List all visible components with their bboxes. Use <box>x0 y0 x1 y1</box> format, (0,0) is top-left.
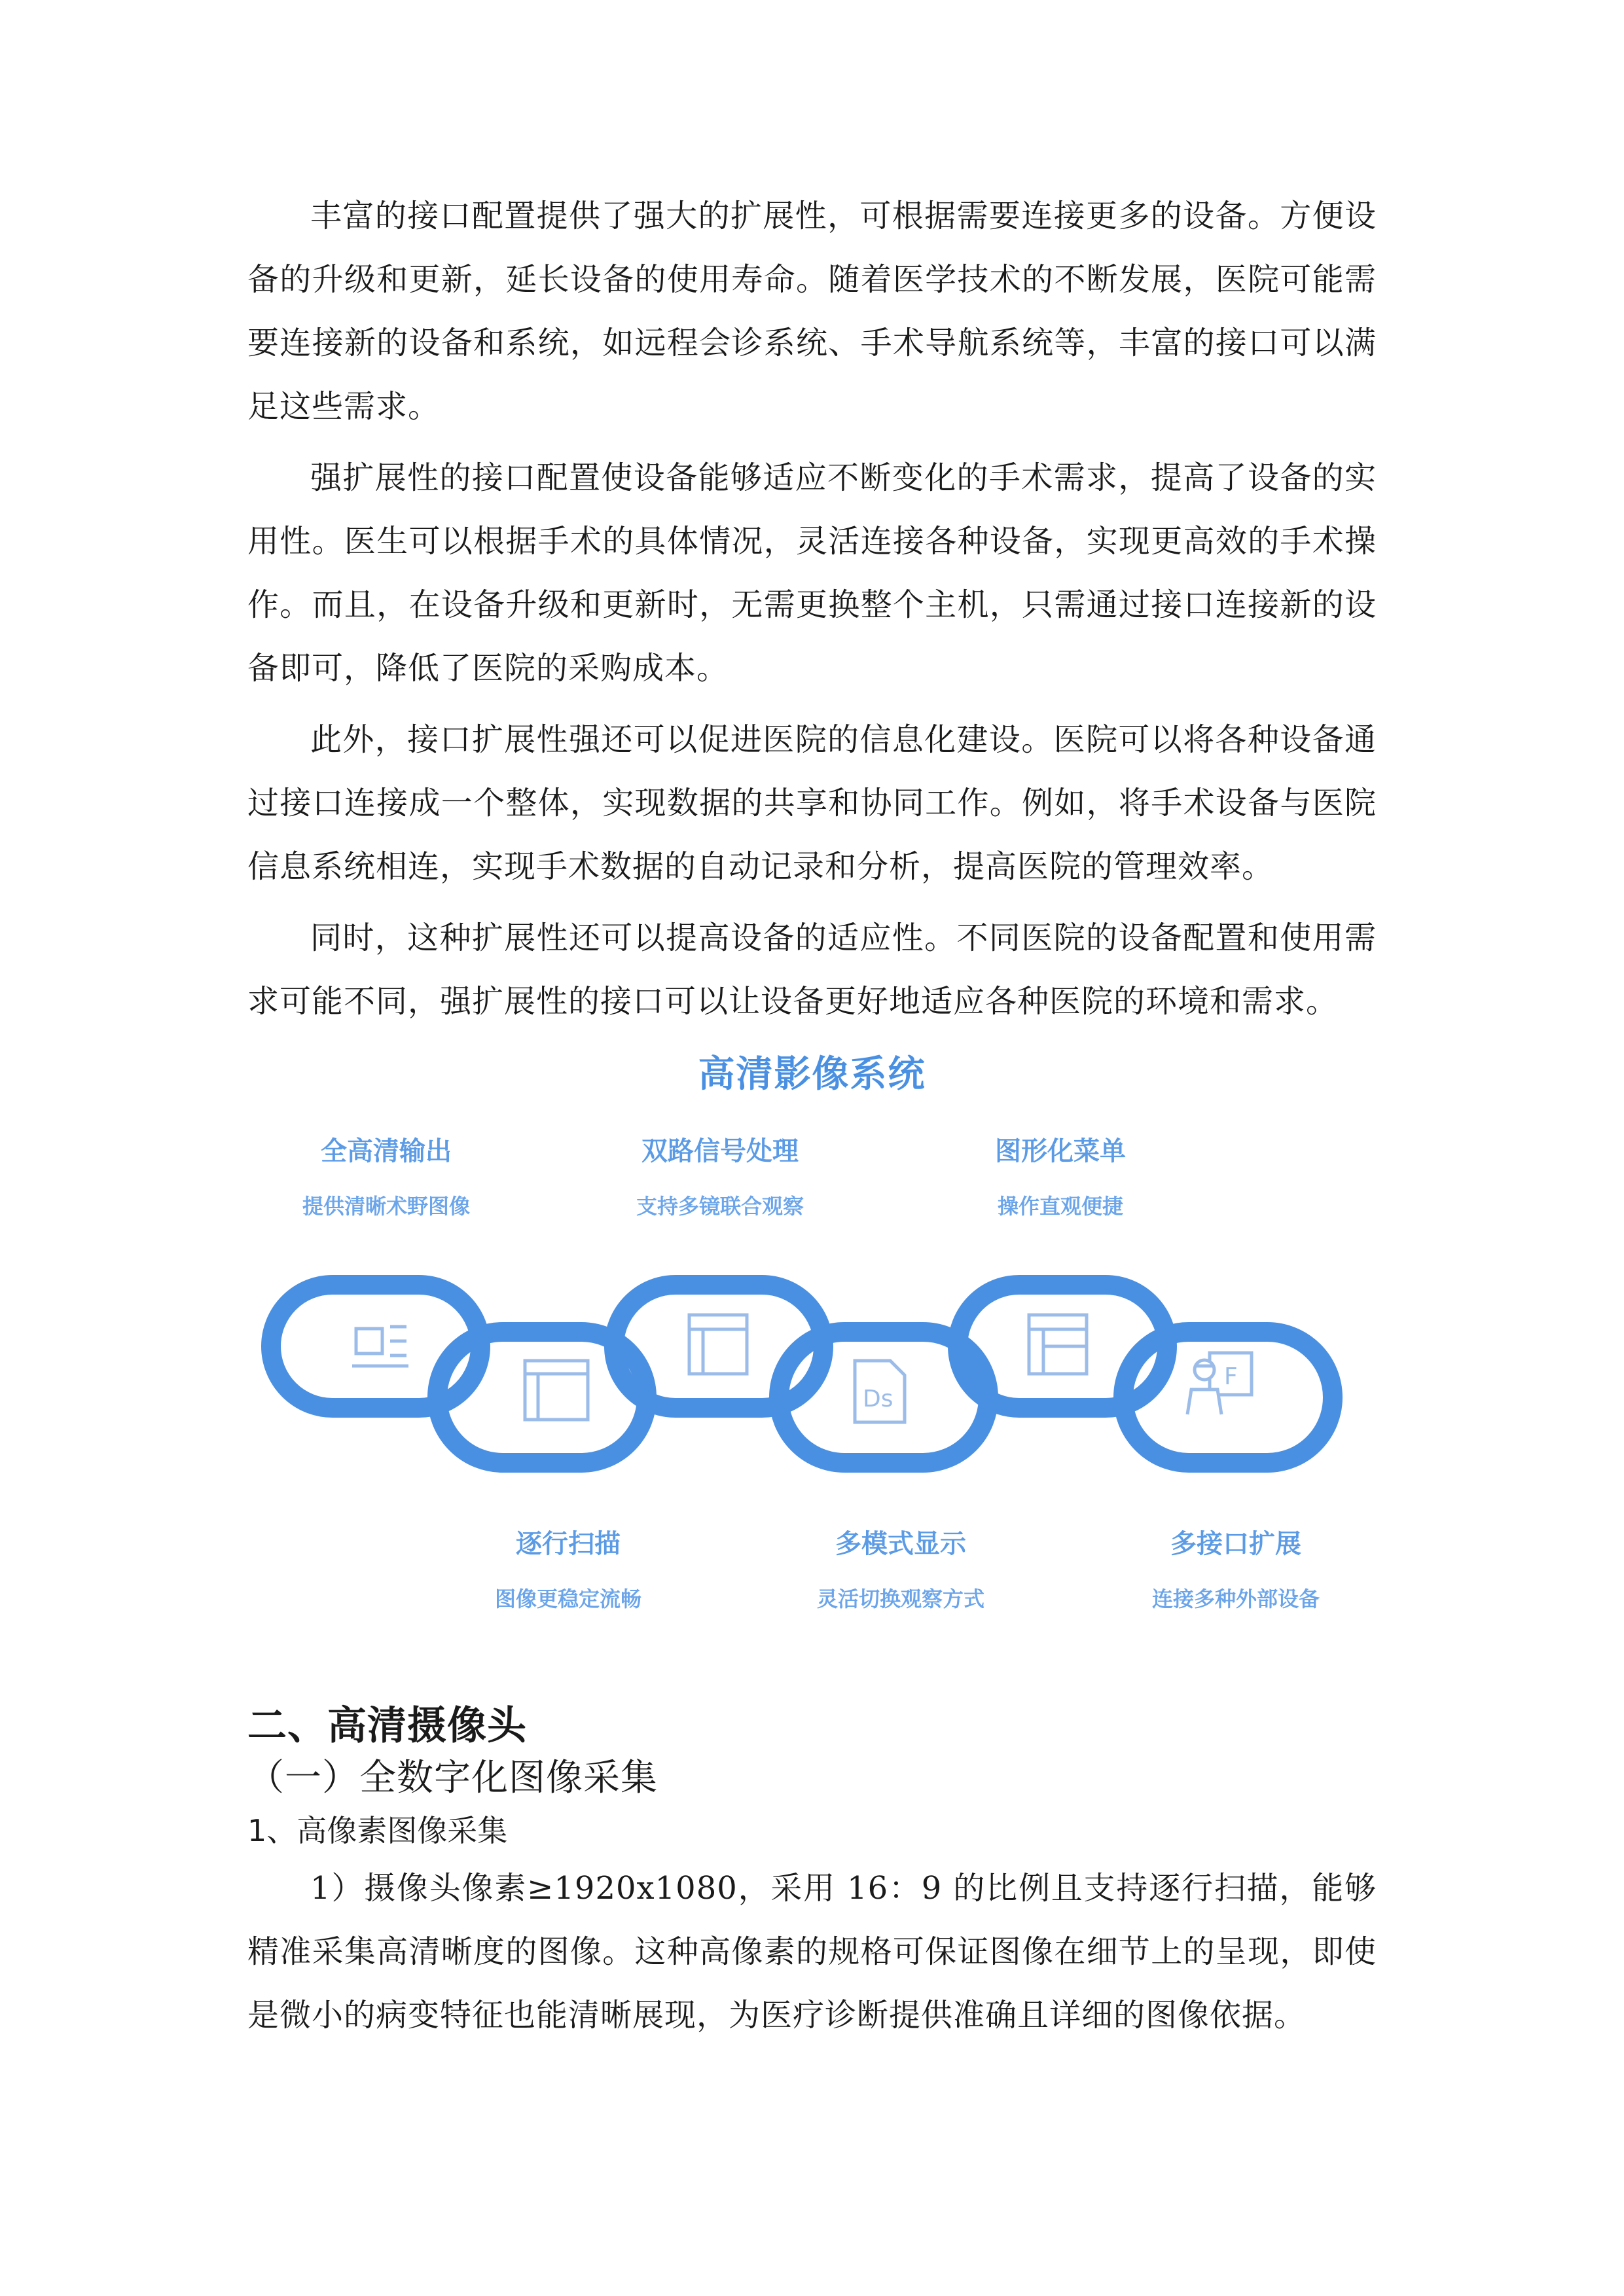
feature-desc: 连接多种外部设备 <box>1151 1587 1320 1611</box>
svg-text:F: F <box>1224 1363 1238 1390</box>
subsection-heading: （一）全数字化图像采集 <box>247 1757 658 1799</box>
feature-graphic-menu <box>903 1130 1218 1220</box>
ds-file-icon <box>855 1361 905 1422</box>
paragraph-4: 同时，这种扩展性还可以提高设备的适应性。不同医院的设备配置和使用需求可能不同，强扩展性的接口可以让设备更好地适应各种医院的环境和需求。 <box>247 920 1377 1020</box>
grid-icon <box>1029 1315 1087 1374</box>
layout-icon <box>689 1315 747 1374</box>
document-body <box>247 185 1377 2055</box>
section-heading: 二、高清摄像头 <box>247 1703 527 1749</box>
feature-multi-interface <box>1079 1523 1393 1613</box>
window-icon <box>525 1361 588 1420</box>
feature-desc: 操作直观便捷 <box>997 1194 1123 1219</box>
feature-dual-signal <box>563 1130 877 1220</box>
monitor-icon <box>352 1327 408 1366</box>
feature-desc: 灵活切换观察方式 <box>816 1587 984 1611</box>
list-item-heading: 1、高像素图像采集 <box>247 1813 508 1848</box>
feature-multi-mode <box>744 1523 1058 1613</box>
feature-desc: 提供清晰术野图像 <box>302 1194 470 1219</box>
feature-title: 全高清输出 <box>321 1136 452 1166</box>
chain-graphic <box>247 1261 1377 1523</box>
doctor-icon <box>1187 1353 1252 1414</box>
chain-links <box>271 1285 1333 1463</box>
feature-progressive-scan <box>411 1523 725 1613</box>
diagram-title: 高清影像系统 <box>698 1053 926 1096</box>
feature-title: 双路信号处理 <box>641 1136 799 1166</box>
paragraph-3: 此外，接口扩展性强还可以促进医院的信息化建设。医院可以将各种设备通过接口连接成一个整体，实现数据的共享和协同工作。例如，将手术设备与医院信息系统相连，实现手术数据的自动记录和分析，提高医院的管理效率。 <box>247 721 1377 885</box>
paragraph-1: 丰富的接口配置提供了强大的扩展性，可根据需要连接更多的设备。方便设备的升级和更新，延长设备的使用寿命。随着医学技术的不断发展，医院可能需要连接新的设备和系统，如远程会诊系统、手术导航系统等，丰富的接口可以满足这些需求。 <box>247 198 1377 425</box>
feature-title: 图形化菜单 <box>995 1136 1126 1166</box>
feature-desc: 支持多镜联合观察 <box>636 1194 804 1219</box>
feature-full-hd <box>229 1130 543 1220</box>
svg-text:Ds: Ds <box>863 1386 893 1412</box>
feature-desc: 图像更稳定流畅 <box>494 1587 641 1611</box>
hd-imaging-diagram <box>247 1045 1377 1700</box>
feature-title: 逐行扫描 <box>516 1529 621 1559</box>
feature-title: 多接口扩展 <box>1170 1529 1301 1559</box>
feature-title: 多模式显示 <box>835 1529 966 1559</box>
paragraph-2: 强扩展性的接口配置使设备能够适应不断变化的手术需求，提高了设备的实用性。医生可以根据手术的具体情况，灵活连接各种设备，实现更高效的手术操作。而且，在设备升级和更新时，无需更换整个主机，只需通过接口连接新的设备即可，降低了医院的采购成本。 <box>247 459 1377 687</box>
section-paragraph: 1）摄像头像素≥1920x1080，采用 16：9 的比例且支持逐行扫描，能够精准采集高清晰度的图像。这种高像素的规格可保证图像在细节上的呈现，即使是微小的病变特征也能清晰展现，为医疗诊断提供准确且详细的图像依据。 <box>247 1870 1377 2034</box>
